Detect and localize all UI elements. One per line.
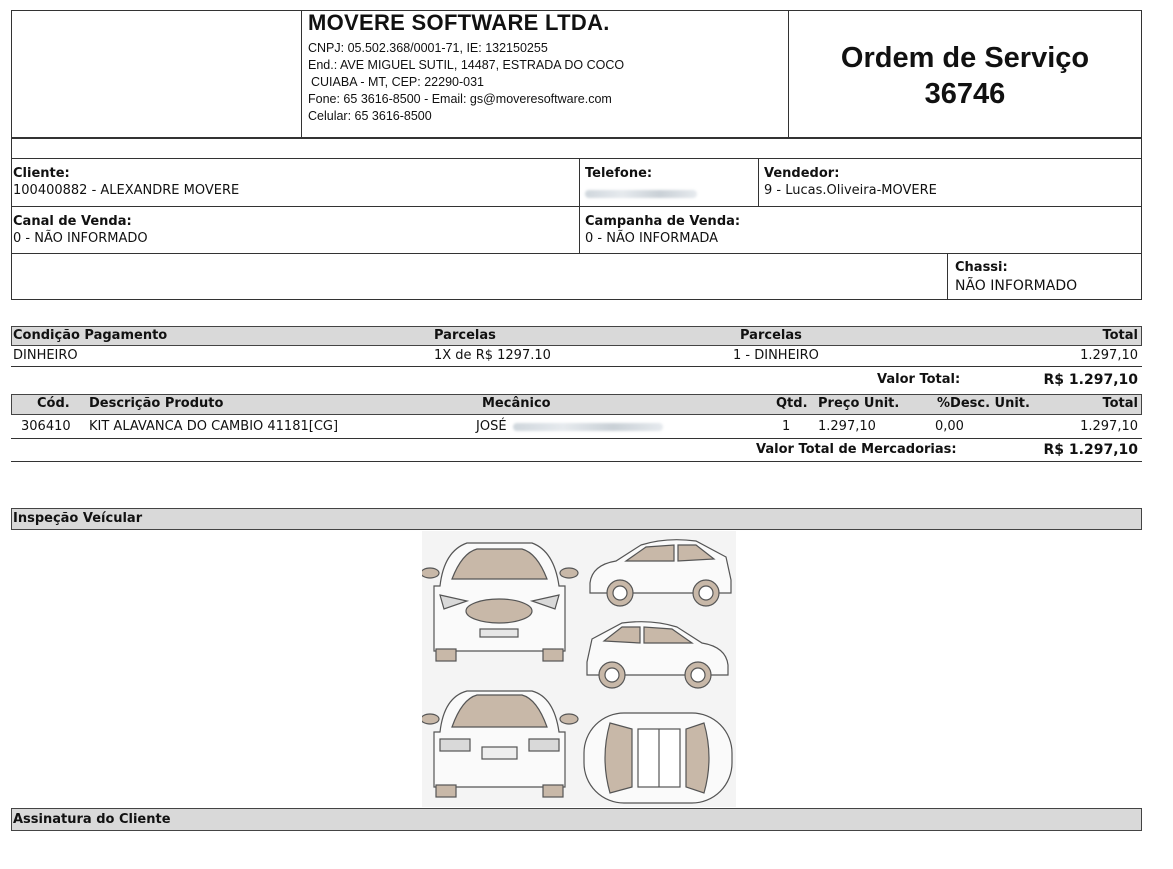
cliente-label: Cliente: [13,166,70,181]
payment-parcelas2-value: 1 - DINHEIRO [733,348,819,363]
mercadorias-total-label: Valor Total de Mercadorias: [756,442,957,457]
telefone-label: Telefone: [585,166,653,181]
chassi-field [955,259,1077,295]
company-cnpj: CNPJ: 05.502.368/0001-71, IE: 132150255 [308,41,548,55]
canal-label: Canal de Venda: [13,214,132,229]
valor-total-value: R$ 1.297,10 [1043,372,1138,388]
product-desc: 0,00 [935,419,964,434]
company-info [308,40,624,125]
product-descricao: KIT ALAVANCA DO CAMBIO 41181[CG] [89,419,339,434]
telefone-field [585,165,697,202]
payment-row-line [11,366,1142,367]
client-div-tel [579,158,580,253]
valor-total-label: Valor Total: [877,372,961,387]
product-total: 1.297,10 [1080,419,1138,434]
products-header-total: Total [1102,396,1138,411]
product-qtd: 1 [782,419,791,434]
inspecao-band [11,508,1142,530]
client-div-vend [758,158,759,206]
chassi-value: NÃO INFORMADO [955,278,1078,294]
car-front-icon [422,543,578,661]
payment-header [11,326,1142,346]
products-header-qtd: Qtd. [776,396,808,411]
products-header-desc: Descrição Produto [89,396,224,411]
header-divider-left [301,10,302,138]
inspecao-title: Inspeção Veícular [13,511,143,526]
canal-value: 0 - NÃO INFORMADO [13,231,148,246]
canal-field [13,213,148,247]
vendedor-label: Vendedor: [764,166,840,181]
order-number: 36746 [924,78,1006,110]
company-city: CUIABA - MT, CEP: 22290-031 [311,75,484,89]
products-header-desc-unit: %Desc. Unit. [937,396,1030,411]
company-name: MOVERE SOFTWARE LTDA. [308,10,610,35]
payment-header-parcelas2: Parcelas [740,328,802,343]
payment-header-parcelas: Parcelas [434,328,496,343]
campanha-value: 0 - NÃO INFORMADA [585,231,719,246]
car-rear-icon [422,691,578,797]
order-title-block [789,40,1141,112]
products-header-mecanico: Mecânico [482,396,551,411]
assinatura-band [11,808,1142,831]
payment-header-cond: Condição Pagamento [13,328,168,343]
car-top-icon [584,713,732,803]
payment-header-total: Total [1102,328,1138,343]
mercadorias-total-value: R$ 1.297,10 [1043,442,1138,458]
client-line-3 [11,253,1142,254]
client-line-2 [11,206,1142,207]
cliente-field [13,165,239,199]
cliente-value: 100400882 - ALEXANDRE MOVERE [13,183,240,198]
company-contact: Fone: 65 3616-8500 - Email: gs@moveresoftware.com [308,92,612,106]
products-row-line [11,438,1142,439]
chassi-label: Chassi: [955,260,1008,275]
payment-total-value: 1.297,10 [1080,348,1138,363]
product-mecanico-name: JOSÉ [476,419,507,434]
payment-parcelas-value: 1X de R$ 1297.10 [434,348,551,363]
product-mecanico [476,419,663,434]
order-title: Ordem de Serviço [840,42,1090,74]
client-line-1 [11,158,1142,159]
products-header-preco: Preço Unit. [818,396,900,411]
vendedor-field [764,165,937,199]
car-side-icon [587,622,728,688]
client-div-chassi [947,253,948,300]
product-preco: 1.297,10 [818,419,876,434]
car-side-icon [590,540,731,606]
vehicle-diagram [422,531,736,807]
vendedor-value: 9 - Lucas.Oliveira-MOVERE [764,183,937,198]
company-cell: Celular: 65 3616-8500 [308,109,432,123]
telefone-value-redacted [585,185,697,202]
products-header-cod: Cód. [37,396,70,411]
company-address: End.: AVE MIGUEL SUTIL, 14487, ESTRADA DO COCO [308,58,625,72]
payment-cond-value: DINHEIRO [13,348,78,363]
product-mecanico-redacted [513,423,663,431]
product-cod: 306410 [21,419,71,434]
products-total-line [11,461,1142,462]
campanha-label: Campanha de Venda: [585,214,741,229]
campanha-field [585,213,740,247]
assinatura-title: Assinatura do Cliente [13,812,171,827]
